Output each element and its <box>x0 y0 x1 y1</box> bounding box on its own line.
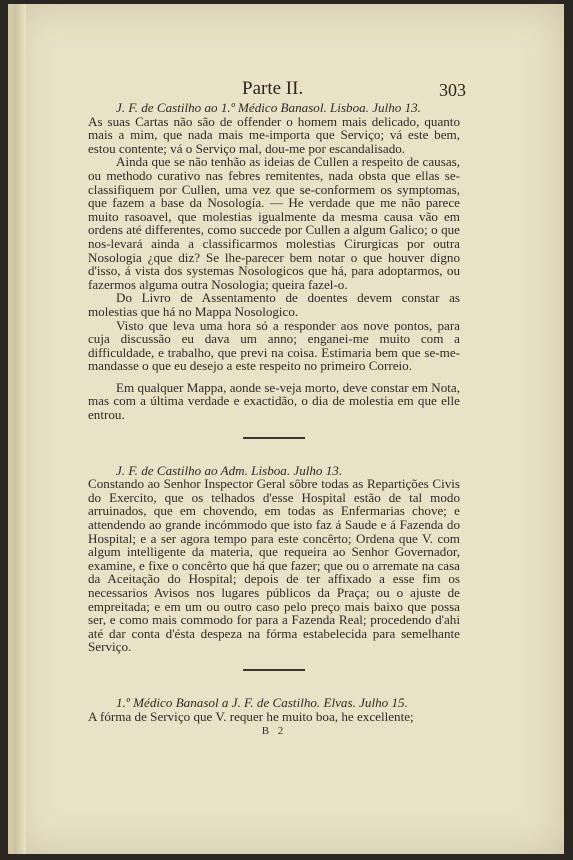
signature-mark: B 2 <box>261 725 287 738</box>
page-body <box>88 101 460 739</box>
letter-3-heading: 1.º Médico Banasol a J. F. de Castilho. Elvas. Julho 15. <box>116 694 408 710</box>
section-divider-2 <box>243 669 305 671</box>
page-spine <box>14 4 26 854</box>
letter-3-paragraph: A fórma de Serviço que V. requer he muito boa, he excellente; <box>88 708 414 724</box>
letter-1-paragraph-5: Em qualquer Mappa, aonde se-veja morto, deve constar em Nota, mas com a última verdade e exactidão, o dia de molestia em que elle entrou. <box>88 379 460 423</box>
book-page <box>8 4 564 854</box>
letter-1-heading: J. F. de Castilho ao 1.º Médico Banasol. Lisboa. Julho 13. <box>116 100 421 115</box>
section-divider-1 <box>243 437 305 439</box>
letter-1-paragraph-1: As suas Cartas não são de offender o homem mais delicado, quanto mais a mim, que nada mais me-importa que Serviço; vá este bem, estou contente; vá o Serviço mal, dou-me por escandalisado. <box>88 113 460 156</box>
running-title: Parte II. <box>242 78 304 99</box>
letter-1-paragraph-3: Do Livro de Assentamento de doentes devem constar as molestias que há no Mappa Nosologico. <box>88 290 460 319</box>
page-number: 303 <box>439 80 466 100</box>
letter-1-paragraph-4: Visto que leva uma hora só a responder aos nove pontos, para cuja discussão eu dava um anno; enganei-me muito com a difficuldade, e trabalho, que previ na coisa. Estimaria bem que se-me-mandasse o que eu desejo a este respeito no primeiro Correio. <box>88 317 460 374</box>
letter-2-paragraph: Constando ao Senhor Inspector Geral sôbre todas as Repartições Civis do Exercito, que os telhados d'esse Hospital estão de tal modo arruinados, que em chovendo, em todas as Enfermarias chove; e attendendo ao grande incómmodo que isto faz á Saude e á Fazenda do Hospital; e a ser agora tempo para este concêrto; Ordena que V. com algum intelligente da materia, que requeira ao Senhor Governador, examine, e fixe o concêrto que há que fazer; que ou o arremate na casa da Aceitação do Hospital; depois de ter affixado a esse fim os necessarios Avisos nos lugares públicos da Praça; ou o ajuste de empreitada; e em um ou outro caso pelo preço mais baixo que possa ser, e como mais commodo for para a Fazenda Real; procedendo d'ahi até dar conta d'ésta despeza na fórma estabelecida para semelhante Serviço. <box>88 476 460 655</box>
letter-2-heading: J. F. de Castilho ao Adm. Lisboa. Julho 13. <box>116 462 343 478</box>
letter-1-paragraph-2: Ainda que se não tenhão as ideias de Cullen a respeito de causas, ou methodo curativo nas febres remitentes, nada obsta que ellas se-classifiquem por Cullen, uma vez que se-conformem os symptomas, que fazem a base da Nosología. — He verdade que me não parece muito rasoavel, que molestias igualmente da mesma causa vão em ordens até differentes, como succede por Cullen a algum Galico; o que nos-levará ainda a classificarmos molestias Cirurgicas por outra Nosologia ¿que diz? Se lhe-parecer bem notar o que houver digno d'isso, á vista dos systemas Nosologicos que há, para adoptarmos, ou fazermos alguma outra Nosologia; queira fazel-o. <box>88 154 460 292</box>
